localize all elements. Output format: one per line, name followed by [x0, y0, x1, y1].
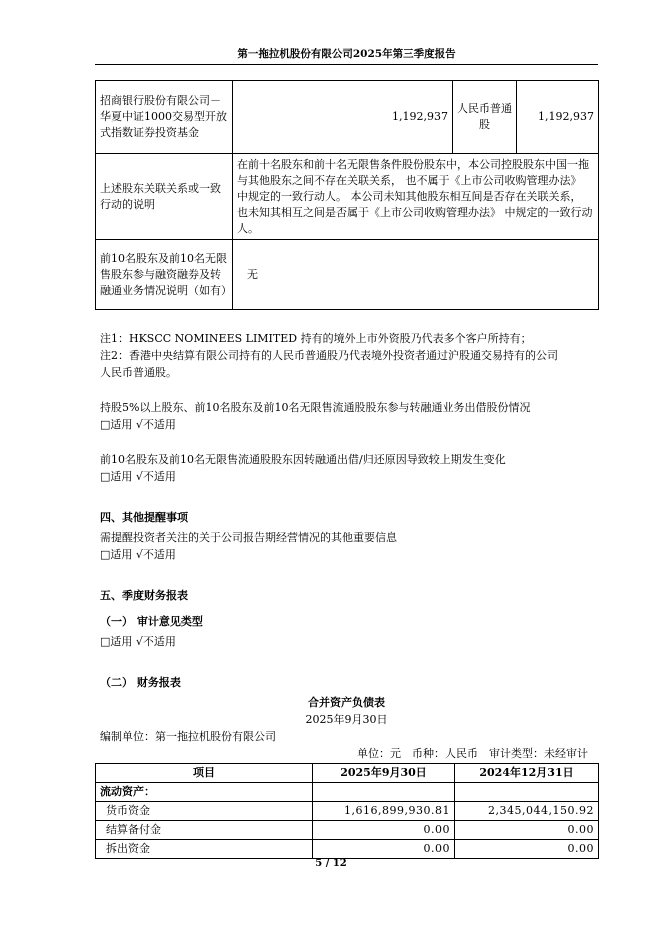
balance-sheet-table: [95, 763, 599, 859]
table-row: [96, 802, 599, 821]
change-option: □适用 √不适用: [100, 470, 176, 483]
section-label: 流动资产：: [96, 783, 313, 802]
section-4-option: □适用 √不适用: [100, 548, 176, 561]
row-item: 结算备付金: [96, 821, 313, 840]
col-header-prior: 2024年12月31日: [455, 764, 599, 783]
section-4-text: 需提醒投资者关注的关于公司报告期经营情况的其他重要信息: [100, 531, 397, 544]
section-5-1-title: （一） 审计意见类型: [100, 615, 203, 628]
lending-option: □适用 √不适用: [100, 418, 176, 431]
table-row: [96, 81, 599, 154]
relation-label: 上述股东关联关系或一致行动的说明: [96, 154, 233, 240]
relation-text: 在前十名股东和前十名无限售条件股份股东中，本公司控股股东中国一拖与其他股东之间不存在关联关系， 也不属于《上市公司收购管理办法》 中规定的一致行动人。 本公司未知其他股东相互间是否存在关联关系， 也未知其相互之间是否属于《上市公司收购管理办法》 中规定的一致行动人。: [233, 154, 599, 240]
section-5-title: 五、季度财务报表: [100, 589, 188, 602]
margin-label: 前10名股东及前10名无限售股东参与融资融券及转融通业务情况说明（如有）: [96, 240, 233, 310]
share-type: 人民币普通股: [453, 81, 517, 154]
table-row: [96, 240, 599, 310]
row-item: 货币资金: [96, 802, 313, 821]
table-row: [96, 783, 599, 802]
col-header-current: 2025年9月30日: [313, 764, 455, 783]
note-2-cont: 人民币普通股。: [100, 366, 177, 379]
margin-text: 无: [233, 240, 599, 310]
row-value-current: 0.00: [313, 821, 455, 840]
note-1: 注1：HKSCC NOMINEES LIMITED 持有的境外上市外资股乃代表多个客户所持有；: [100, 332, 532, 345]
col-header-item: 项目: [96, 764, 313, 783]
table-row: [96, 821, 599, 840]
section-4-title: 四、其他提醒事项: [100, 511, 188, 524]
empty-cell: [455, 783, 599, 802]
table-row: [96, 840, 599, 859]
row-value-current: 1,616,899,930.81: [313, 802, 455, 821]
section-5-1-option: □适用 √不适用: [100, 635, 176, 648]
row-value-prior: 0.00: [455, 840, 599, 859]
shareholder-table: [95, 80, 599, 310]
balance-sheet-unit: 单位：元 币种：人民币 审计类型：未经审计: [357, 747, 588, 760]
note-2: 注2：香港中央结算有限公司持有的人民币普通股乃代表境外投资者通过沪股通交易持有的公司: [100, 349, 558, 362]
row-value-prior: 0.00: [455, 821, 599, 840]
page-number: 5 / 12: [315, 858, 347, 869]
table-header-row: [96, 764, 599, 783]
shareholder-name: 招商银行股份有限公司－华夏中证1000交易型开放式指数证券投资基金: [96, 81, 233, 154]
empty-cell: [313, 783, 455, 802]
page-header: 第一拖拉机股份有限公司2025年第三季度报告: [95, 46, 598, 65]
balance-sheet-title: 合并资产负债表: [308, 696, 385, 709]
table-row: [96, 154, 599, 240]
section-5-2-title: （二） 财务报表: [100, 676, 181, 689]
row-item: 拆出资金: [96, 840, 313, 859]
change-title: 前10名股东及前10名无限售流通股股东因转融通出借/归还原因导致较上期发生变化: [100, 453, 506, 466]
row-value-prior: 2,345,044,150.92: [455, 802, 599, 821]
balance-sheet-date: 2025年9月30日: [305, 713, 388, 726]
balance-sheet-org: 编制单位：第一拖拉机股份有限公司: [100, 730, 276, 743]
row-value-current: 0.00: [313, 840, 455, 859]
shares-count-2: 1,192,937: [517, 81, 599, 154]
lending-title: 持股5%以上股东、前10名股东及前10名无限售流通股股东参与转融通业务出借股份情况: [100, 401, 531, 414]
shares-count: 1,192,937: [233, 81, 453, 154]
